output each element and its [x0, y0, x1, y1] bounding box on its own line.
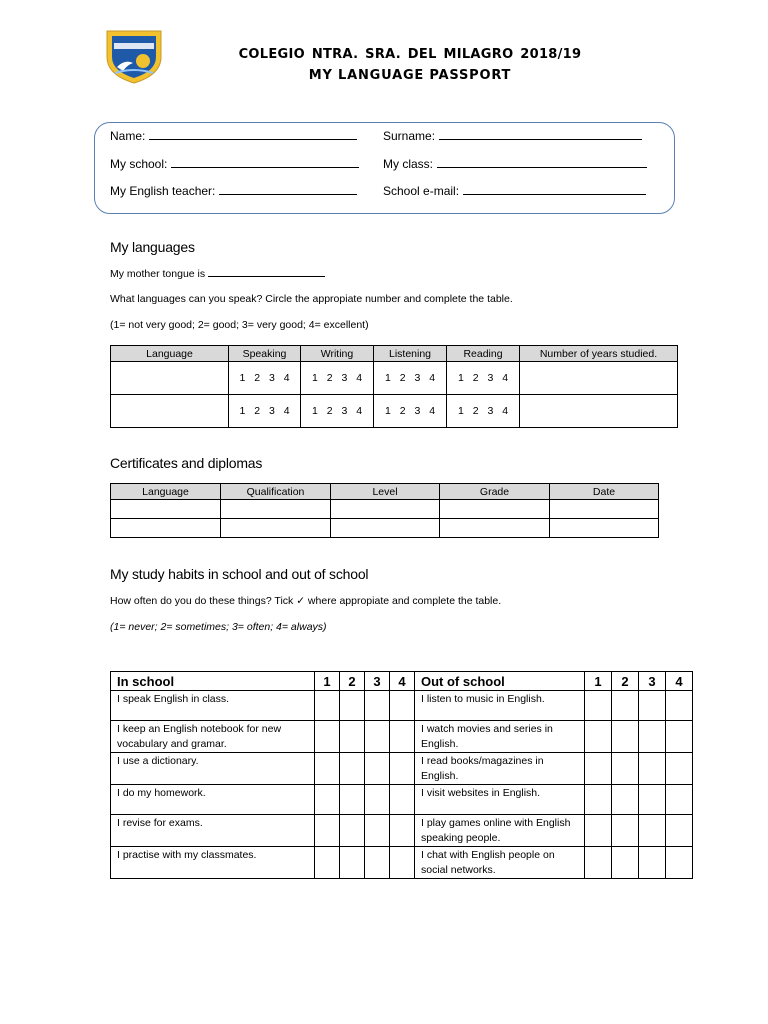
out-school-activity: I chat with English people on social networks.	[415, 847, 585, 879]
col-listening: Listening	[374, 346, 447, 362]
table-row	[111, 847, 693, 879]
tick-cell[interactable]	[340, 691, 365, 721]
tick-cell[interactable]	[639, 753, 666, 785]
tick-cell[interactable]	[585, 753, 612, 785]
writing-rating[interactable]: 1 2 3 4	[301, 362, 374, 395]
habits-heading: My study habits in school and out of school	[110, 566, 369, 582]
passport-title: MY LANGUAGE PASSPORT	[308, 68, 512, 83]
in-school-activity: I speak English in class.	[111, 691, 315, 721]
col-reading: Reading	[447, 346, 520, 362]
language-cell[interactable]	[111, 362, 229, 395]
tick-cell[interactable]	[585, 691, 612, 721]
tick-cell[interactable]	[639, 721, 666, 753]
tick-cell[interactable]	[340, 847, 365, 879]
tick-cell[interactable]	[666, 847, 693, 879]
tick-cell[interactable]	[585, 721, 612, 753]
in-school-activity: I revise for exams.	[111, 815, 315, 847]
tick-cell[interactable]	[315, 721, 340, 753]
teacher-label: My English teacher:	[110, 184, 216, 198]
in-col-3: 3	[365, 672, 390, 691]
study-habits-table	[110, 671, 693, 879]
tick-cell[interactable]	[666, 815, 693, 847]
tick-cell[interactable]	[315, 847, 340, 879]
habits-instruction-end: where appropiate and complete the table.	[305, 595, 502, 607]
tick-cell[interactable]	[612, 815, 639, 847]
cert-cell[interactable]	[221, 519, 331, 538]
out-school-activity: I play games online with English speaking people.	[415, 815, 585, 847]
tick-cell[interactable]	[666, 785, 693, 815]
tick-cell[interactable]	[612, 785, 639, 815]
certificates-table	[110, 483, 659, 538]
out-school-activity: I read books/magazines in English.	[415, 753, 585, 785]
tick-cell[interactable]	[390, 815, 415, 847]
tick-cell[interactable]	[365, 721, 390, 753]
mother-tongue-label: My mother tongue is	[110, 268, 206, 280]
table-row	[111, 815, 693, 847]
languages-heading: My languages	[110, 239, 195, 255]
school-field[interactable]	[110, 157, 359, 171]
tick-cell[interactable]	[340, 785, 365, 815]
tick-cell[interactable]	[390, 847, 415, 879]
name-label: Name:	[110, 129, 146, 143]
cert-cell[interactable]	[550, 519, 659, 538]
col-years: Number of years studied.	[520, 346, 678, 362]
table-row	[111, 500, 659, 519]
col-speaking: Speaking	[229, 346, 301, 362]
tick-cell[interactable]	[639, 847, 666, 879]
in-school-activity: I use a dictionary.	[111, 753, 315, 785]
out-col-4: 4	[666, 672, 693, 691]
school-crest-logo	[103, 27, 165, 85]
tick-cell[interactable]	[315, 753, 340, 785]
class-label: My class:	[383, 157, 434, 171]
col-language: Language	[111, 484, 221, 500]
col-language: Language	[111, 346, 229, 362]
tick-cell[interactable]	[365, 785, 390, 815]
tick-cell[interactable]	[315, 691, 340, 721]
tick-cell[interactable]	[365, 847, 390, 879]
school-label: My school:	[110, 157, 168, 171]
languages-instruction: What languages can you speak? Circle the appropiate number and complete the table.	[110, 293, 513, 305]
years-cell[interactable]	[520, 395, 678, 428]
tick-cell[interactable]	[340, 721, 365, 753]
tick-cell[interactable]	[666, 721, 693, 753]
listening-rating[interactable]: 1 2 3 4	[374, 362, 447, 395]
cert-cell[interactable]	[440, 500, 550, 519]
tick-cell[interactable]	[639, 691, 666, 721]
col-qualification: Qualification	[221, 484, 331, 500]
out-col-1: 1	[585, 672, 612, 691]
document-header	[200, 44, 620, 86]
table-row	[111, 395, 678, 428]
table-row	[111, 753, 693, 785]
in-col-4: 4	[390, 672, 415, 691]
in-school-activity: I practise with my classmates.	[111, 847, 315, 879]
tick-cell[interactable]	[390, 753, 415, 785]
tick-cell[interactable]	[585, 847, 612, 879]
tick-cell[interactable]	[365, 815, 390, 847]
tick-cell[interactable]	[585, 815, 612, 847]
cert-cell[interactable]	[331, 500, 440, 519]
table-row	[111, 362, 678, 395]
tick-cell[interactable]	[612, 721, 639, 753]
teacher-field[interactable]	[110, 184, 357, 198]
tick-cell[interactable]	[315, 815, 340, 847]
tick-cell[interactable]	[612, 691, 639, 721]
out-school-activity: I listen to music in English.	[415, 691, 585, 721]
mother-tongue-line	[110, 267, 325, 280]
out-school-activity: I visit websites in English.	[415, 785, 585, 815]
tick-cell[interactable]	[365, 753, 390, 785]
tick-cell[interactable]	[365, 691, 390, 721]
tick-cell[interactable]	[340, 815, 365, 847]
table-row	[111, 785, 693, 815]
tick-cell[interactable]	[639, 785, 666, 815]
cert-cell[interactable]	[550, 500, 659, 519]
out-school-activity: I watch movies and series in English.	[415, 721, 585, 753]
tick-cell[interactable]	[390, 785, 415, 815]
table-row	[111, 519, 659, 538]
col-level: Level	[331, 484, 440, 500]
cert-cell[interactable]	[331, 519, 440, 538]
languages-table	[110, 345, 678, 428]
tick-cell[interactable]	[639, 815, 666, 847]
tick-cell[interactable]	[390, 691, 415, 721]
reading-rating[interactable]: 1 2 3 4	[447, 362, 520, 395]
out-col-3: 3	[639, 672, 666, 691]
in-col-2: 2	[340, 672, 365, 691]
cert-cell[interactable]	[111, 500, 221, 519]
tick-cell[interactable]	[612, 847, 639, 879]
col-writing: Writing	[301, 346, 374, 362]
tick-cell[interactable]	[315, 785, 340, 815]
tick-cell[interactable]	[585, 785, 612, 815]
cert-cell[interactable]	[221, 500, 331, 519]
listening-rating[interactable]: 1 2 3 4	[374, 395, 447, 428]
habits-instruction	[110, 595, 501, 607]
tick-icon: ✓	[296, 595, 306, 607]
language-cell[interactable]	[111, 395, 229, 428]
tick-cell[interactable]	[340, 753, 365, 785]
cert-cell[interactable]	[111, 519, 221, 538]
col-grade: Grade	[440, 484, 550, 500]
years-cell[interactable]	[520, 362, 678, 395]
tick-cell[interactable]	[666, 753, 693, 785]
habits-instruction-start: How often do you do these things? Tick	[110, 595, 297, 607]
surname-label: Surname:	[383, 129, 436, 143]
school-title: COLEGIO NTRA. SRA. DEL MILAGRO 2018/19	[238, 47, 582, 62]
mother-tongue-blank[interactable]	[208, 267, 325, 277]
in-col-1: 1	[315, 672, 340, 691]
tick-cell[interactable]	[612, 753, 639, 785]
speaking-rating[interactable]: 1 2 3 4	[229, 362, 301, 395]
in-school-header: In school	[111, 672, 315, 691]
languages-scale: (1= not very good; 2= good; 3= very good; 4= excellent)	[110, 319, 369, 331]
email-label: School e-mail:	[383, 184, 460, 198]
speaking-rating[interactable]: 1 2 3 4	[229, 395, 301, 428]
tick-cell[interactable]	[666, 691, 693, 721]
cert-cell[interactable]	[440, 519, 550, 538]
surname-field[interactable]	[383, 129, 642, 143]
col-date: Date	[550, 484, 659, 500]
out-col-2: 2	[612, 672, 639, 691]
email-field[interactable]	[383, 184, 646, 198]
table-row	[111, 691, 693, 721]
reading-rating[interactable]: 1 2 3 4	[447, 395, 520, 428]
writing-rating[interactable]: 1 2 3 4	[301, 395, 374, 428]
class-field[interactable]	[383, 157, 647, 171]
certificates-heading: Certificates and diplomas	[110, 455, 263, 471]
in-school-activity: I keep an English notebook for new vocabulary and gramar.	[111, 721, 315, 753]
in-school-activity: I do my homework.	[111, 785, 315, 815]
out-school-header: Out of school	[415, 672, 585, 691]
name-field[interactable]	[110, 129, 357, 143]
habits-scale: (1= never; 2= sometimes; 3= often; 4= always)	[110, 621, 327, 633]
tick-cell[interactable]	[390, 721, 415, 753]
table-row	[111, 721, 693, 753]
